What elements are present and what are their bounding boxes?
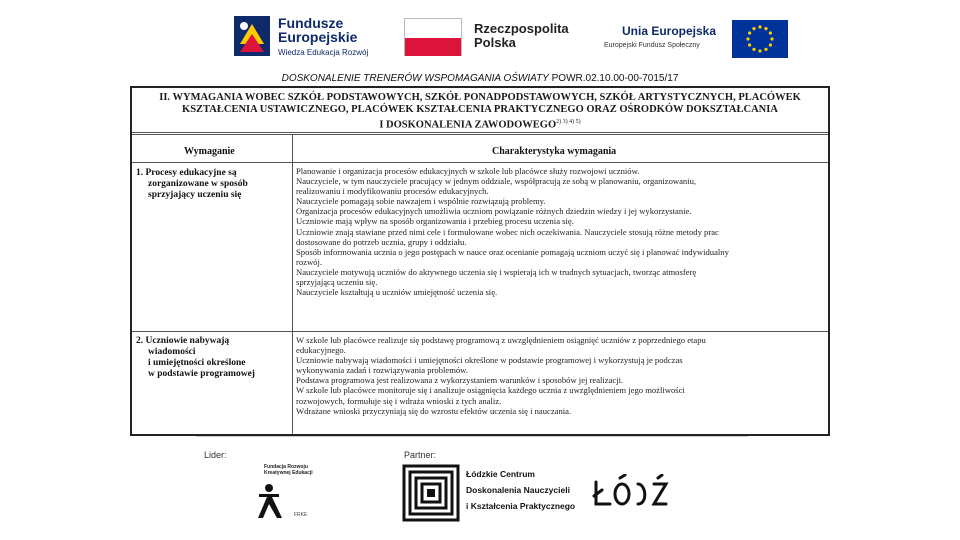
title-footnotes: 2) 3) 4) 5) <box>556 119 581 125</box>
fundusze-europejskie-logo <box>232 12 382 64</box>
polish-flag-icon <box>404 18 462 56</box>
document-title: II. WYMAGANIA WOBEC SZKÓŁ PODSTAWOWYCH, SZKÓŁ PONADPODSTAWOWYCH, SZKÓŁ ARTYSTYCZNYCH, PLACÓWEK KSZTAŁCENIA USTAWICZNEGO, PLACÓWEK KSZTAŁCENIA PRAKTYCZNEGO ORAZ OŚRODKÓW DOKSZTAŁCANIA I DOSKONALENIA $ZAWODOWEGO^{2) 3) 4) 5)}$ <box>159 92 801 131</box>
fe-program-name: Wiedza Edukacja Rozwój <box>278 48 369 57</box>
document-shadow-line <box>196 436 748 437</box>
row-divider <box>132 331 828 332</box>
title-divider <box>132 132 828 133</box>
frke-logo <box>256 464 316 522</box>
eu-flag-icon <box>732 20 788 58</box>
fe-star-mark-icon <box>232 14 272 58</box>
column-header-characteristic: Charakterystyka wymagania <box>492 146 617 157</box>
lodz-city-logo-icon <box>592 474 672 510</box>
characteristic-1: Planowanie i organizacja procesów edukacyjnych w szkole lub placówce służy rozwojowi uczniów. Nauczyciele, w tym nauczyciele pracujący w jednym oddziale, współpracują ze sobą w planowaniu, organizowaniu, realizowaniu i modyfikowaniu procesów edukacyjnych. Nauczyciele pomagają sobie nawzajem i wspólnie rozwiązują problemy. Organizacja procesów edukacyjnych umożliwia uczniom powiązanie różnych dziedzin wiedzy i jej wykorzystanie. Uczniowie mają wpływ na sposób organizowania i przebieg procesu uczenia się. Uczniowie znają stawiane przed nimi cele i formułowane wobec nich oczekiwania. Nauczyciele stosują różne metody prac dostosowane do potrzeb ucznia, grupy i oddziału. Sposób informowania ucznia o jego postępach w nauce oraz ocenianie pomagają uczniom uczyć się i planować indywidualny rozwój. Nauczyciele motywują uczniów do aktywnego uczenia się i wspierają ich w trudnych sytuacjach, tworząc atmosferę sprzyjającą uczeniu się. Nauczyciele kształtują u uczniów umiejętność uczenia się. <box>296 166 729 298</box>
lider-label: Lider: <box>204 450 227 460</box>
requirement-1: 1. Procesy edukacyjne są zorganizowane w sposób sprzyjający uczeniu się <box>136 168 248 200</box>
project-title <box>0 73 960 84</box>
running-figure-icon <box>256 482 286 522</box>
fe-name: Fundusze Europejskie <box>278 15 358 45</box>
characteristic-2: W szkole lub placówce realizuje się podstawę programową z uwzględnieniem osiągnięć uczniów z poprzedniego etapu edukacyjnego. Uczniowie nabywają wiadomości i umiejętności określone w podstawie programowej i wykorzystują je podczas wykonywania zadań i rozwiązywania problemów. Podstawa programowa jest realizowana z wykorzystaniem warunków i sposobów jej realizacji. W szkole lub placówce monitoruje się i analizuje osiągnięcia każdego ucznia z uwzględnieniem jego możliwości rozwojowych, formułuje się i wdraża wnioski z tych analiz. Wdrażane wnioski przyczyniają się do wzrostu efektów uczenia się i nauczania. <box>296 335 706 416</box>
header-logo-strip <box>232 12 792 64</box>
ue-title: Unia Europejska <box>622 24 717 38</box>
column-header-requirement: Wymaganie <box>184 146 235 157</box>
project-code: POWR.02.10.00-00-7015/17 <box>548 73 679 84</box>
requirements-document <box>130 86 830 436</box>
frke-name: Fundacja Rozwoju Kreatywnej Edukacji <box>264 464 313 476</box>
ue-subtitle: Europejski Fundusz Społeczny <box>604 42 700 49</box>
ldc-name: Łódzkie Centrum Doskonalenia Nauczycieli i Kształcenia Praktycznego <box>466 469 576 511</box>
column-divider <box>292 134 293 434</box>
unia-europejska-logo <box>604 20 792 64</box>
rp-name: Rzeczpospolita Polska <box>474 21 569 50</box>
frke-mark: FRKE <box>294 512 308 518</box>
ldc-logo <box>402 462 576 524</box>
rzeczpospolita-polska-logo <box>404 18 584 62</box>
concentric-squares-icon <box>402 464 460 522</box>
title-divider-double <box>132 134 828 135</box>
project-name: DOSKONALENIE TRENERÓW WSPOMAGANIA OŚWIATY <box>281 73 549 84</box>
partner-label: Partner: <box>404 450 437 460</box>
header-divider <box>132 162 828 163</box>
requirement-2: 2. Uczniowie nabywają wiadomości i umiejętności określone w podstawie programowej <box>136 336 255 379</box>
